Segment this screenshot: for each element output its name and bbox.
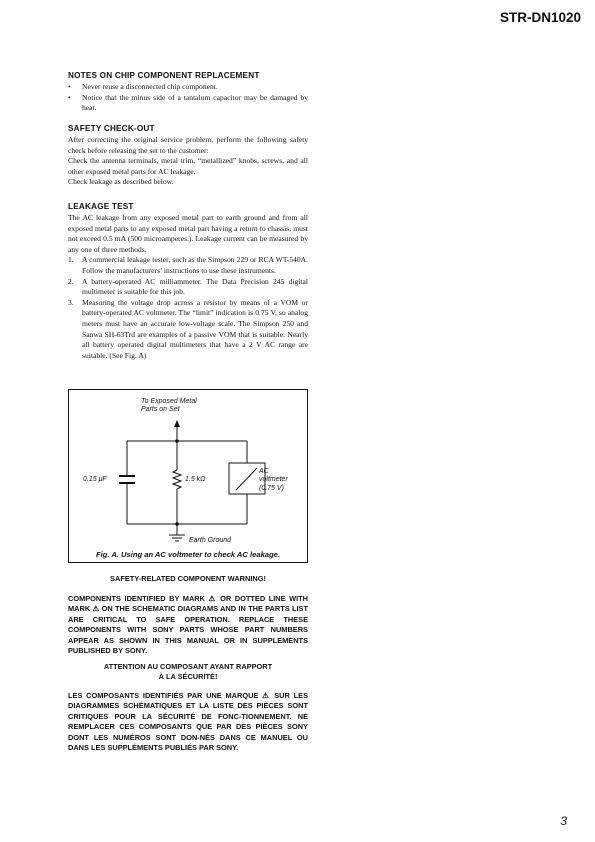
warning-body-fr: LES COMPOSANTS IDENTIFIÉS PAR UNE MARQUE ⚠ SUR LES DIAGRAMMES SCHÉMATIQUES ET LA LISTE DES PIÈCES SONT CRITIQUES POUR LA SÉCURITÉ DE FONC-TIONNEMENT. NE REMPLACER CES COMPOSANTS QUE PAR DES PIÈCES SONY DONT LES NUMÉROS SONT DON-NÉS DANS CE MANUEL OU DANS LES SUPPLÉMENTS PUBLIÉS PAR SONY. [68,691,308,753]
safety-section [68,124,308,188]
probe-arrow [174,420,180,427]
ground-label: Earth Ground [189,537,232,544]
leakage-section [68,202,308,361]
bullet: • [68,92,71,102]
list-item: • Notice that the minus side of a tantalum capacitor may be damaged by heat. [68,92,308,113]
leakage-heading: LEAKAGE TEST [68,202,134,211]
warning-title-fr-2: À LA SÉCURITÉ! [158,672,218,681]
figure-a [68,389,308,563]
meter-label-1: AC [259,468,269,475]
resistor-label: 1.5 kΩ [185,476,206,483]
safety-text: Check the antenna terminals, metal trim, “metallized” knobs, screws, and all other exposed metal parts for AC leakage. [68,156,308,176]
warning-title-en: SAFETY-RELATED COMPONENT WARNING! [110,574,266,583]
top-label-2: Parts on Set [141,406,180,413]
resistor-zigzag [173,470,181,489]
chip-notes-section [68,71,308,114]
leakage-methods-list [68,255,308,361]
meter-needle [236,468,257,490]
bullet: • [68,82,71,91]
safety-heading: SAFETY CHECK-OUT [68,124,155,133]
chip-notes-heading: NOTES ON CHIP COMPONENT REPLACEMENT [68,71,260,80]
capacitor-label: 0.15 μF [83,476,107,483]
chip-notes-list [68,82,308,114]
warning-body-en: COMPONENTS IDENTIFIED BY MARK ⚠ OR DOTTED LINE WITH MARK ⚠ ON THE SCHEMATIC DIAGRAMS AND IN THE PARTS LIST ARE CRITICAL TO SAFE OPERATION. REPLACE THESE COMPONENTS WITH SONY PARTS WHOSE PART NUMBERS APPEAR AS SHOWN IN THIS MANUAL OR IN SUPPLEMENTS PUBLISHED BY SONY. [68,594,308,656]
junction-dot [175,439,179,443]
list-item: 1. A commercial leakage tester, such as the Simpson 229 or RCA WT-540A. Follow the manufacturers’ instructions to use these instruments. [68,255,308,275]
meter-label-3: (0.75 V) [259,485,284,492]
junction-dot [175,522,179,526]
leakage-intro: The AC leakage from any exposed metal part to earth ground and from all exposed metal parts to any exposed metal part having a return to chassis, must not exceed 0.5 mA (500 microamperes.). Leakage current can be measured by any one of three methods. [68,213,308,254]
list-item: 2. A battery-operated AC milliammeter. The Data Precision 245 digital multimeter is suitable for this job. [68,276,308,297]
safety-text: After correcting the original service problem, perform the following safety check before releasing the set to the customer: [68,135,308,155]
model-number: STR-DN1020 [499,10,581,25]
page-number: 3 [560,814,567,828]
figure-caption: Fig. A. Using an AC voltmeter to check AC leakage. [96,550,280,559]
safety-text: Check leakage as described below. [68,177,174,187]
warning-title-fr-1: ATTENTION AU COMPOSANT AYANT RAPPORT [103,662,273,671]
top-label-1: To Exposed Metal [141,398,197,405]
list-item: • Never reuse a disconnected chip component. [68,82,218,91]
list-item: 3. Measuring the voltage drop across a resistor by means of a VOM or battery-operated AC voltmeter. The “limit” indication is 0.75 V, so analog meters must have an accurate low-voltage scale. The Simpson 250 and Sanwa SH-63Trd are examples of a passive VOM that is suitable. Nearly all battery operated digital multimeters that have a 2 V AC range are suitable. (See Fig. A) [68,297,308,360]
meter-label-2: voltmeter [259,476,288,483]
